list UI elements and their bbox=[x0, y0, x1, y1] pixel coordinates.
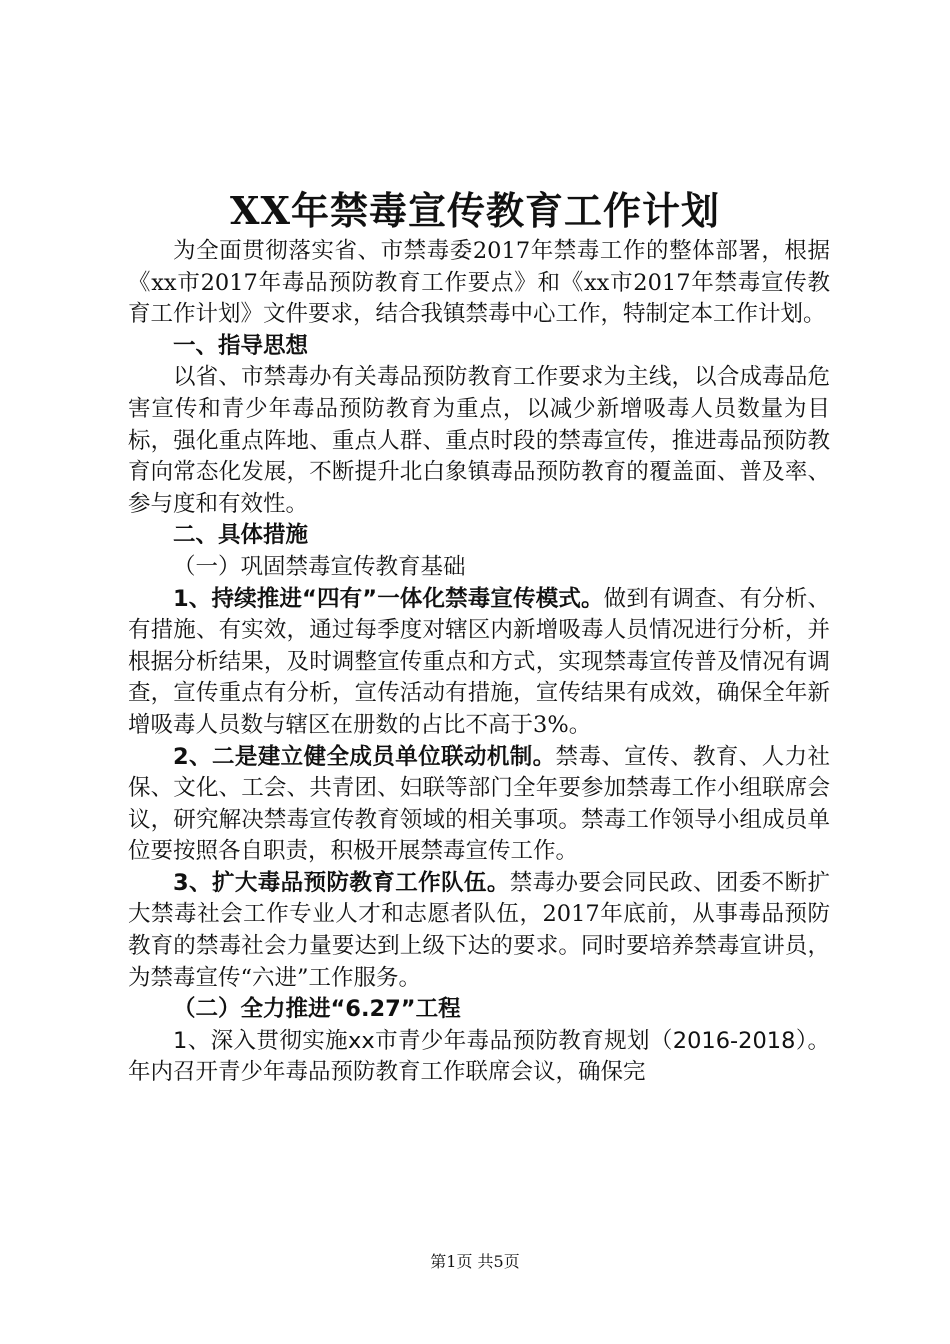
document-body bbox=[128, 236, 830, 1089]
measure-item-text: 禁毒、宣传、教育、人力社保、文化、工会、共青团、妇联等部门全年要参加禁毒工作小组联席会议，研究解决禁毒宣传教育领域的相关事项。禁毒工作领导小组成员单位要按照各自职责，积极开展禁毒宣传工作。 bbox=[128, 743, 830, 865]
subsection-heading-627-project: （二）全力推进“6.27”工程 bbox=[173, 996, 461, 1023]
section-paragraph-guiding-ideology: 以省、市禁毒办有关毒品预防教育工作要求为主线，以合成毒品危害宣传和青少年毒品预防教育为重点，以减少新增吸毒人员数量为目标，强化重点阵地、重点人群、重点时段的禁毒宣传，推进毒品预防教育向常态化发展，不断提升北白象镇毒品预防教育的覆盖面、普及率、参与度和有效性。 bbox=[128, 364, 830, 517]
measure-item-text: 年内召开青少年毒品预防教育工作联席会议，确保完 bbox=[128, 1059, 646, 1086]
measure-item-text: 做到有调查、有分析、有措施、有实效，通过每季度对辖区内新增吸毒人员情况进行分析，并根据分析结果，及时调整宣传重点和方式，实现禁毒宣传普及情况有调查，宣传重点有分析，宣传活动有措施，宣传结果有成效，确保全年新增吸毒人员数与辖区在册数的占比不高于3%。 bbox=[128, 585, 830, 738]
measure-item-lead: 1、持续推进“四有”一体化禁毒宣传模式。 bbox=[173, 585, 604, 612]
measure-item-text: 禁毒办要会同民政、团委不断扩大禁毒社会工作专业人才和志愿者队伍，2017年底前，从事毒品预防教育的禁毒社会力量要达到上级下达的要求。同时要培养禁毒宣讲员，为禁毒宣传“六进”工作服务。 bbox=[128, 869, 830, 991]
section-heading-measures: 二、具体措施 bbox=[173, 522, 309, 549]
measure-item bbox=[128, 584, 830, 742]
measure-item-lead: 1、深入贯彻实施xx市青少年毒品预防教育规划（2016-2018）。 bbox=[173, 1027, 830, 1054]
measure-item-lead: 2、二是建立健全成员单位联动机制。 bbox=[173, 743, 556, 770]
measure-item-lead: 3、扩大毒品预防教育工作队伍。 bbox=[173, 869, 510, 896]
intro-paragraph: 为全面贯彻落实省、市禁毒委2017年禁毒工作的整体部署，根据《xx市2017年毒品预防教育工作要点》和《xx市2017年禁毒宣传教育工作计划》文件要求，结合我镇禁毒中心工作，特制定本工作计划。 bbox=[128, 238, 830, 328]
section-heading-guiding-ideology: 一、指导思想 bbox=[173, 332, 309, 359]
document-title: XX年禁毒宣传教育工作计划 bbox=[230, 188, 720, 233]
subsection-heading-consolidate: （一）巩固禁毒宣传教育基础 bbox=[173, 553, 466, 580]
measure-item bbox=[128, 1026, 830, 1089]
measure-item bbox=[128, 868, 830, 994]
page-number: 第1页 共5页 bbox=[430, 1252, 520, 1271]
measure-item bbox=[128, 742, 830, 868]
